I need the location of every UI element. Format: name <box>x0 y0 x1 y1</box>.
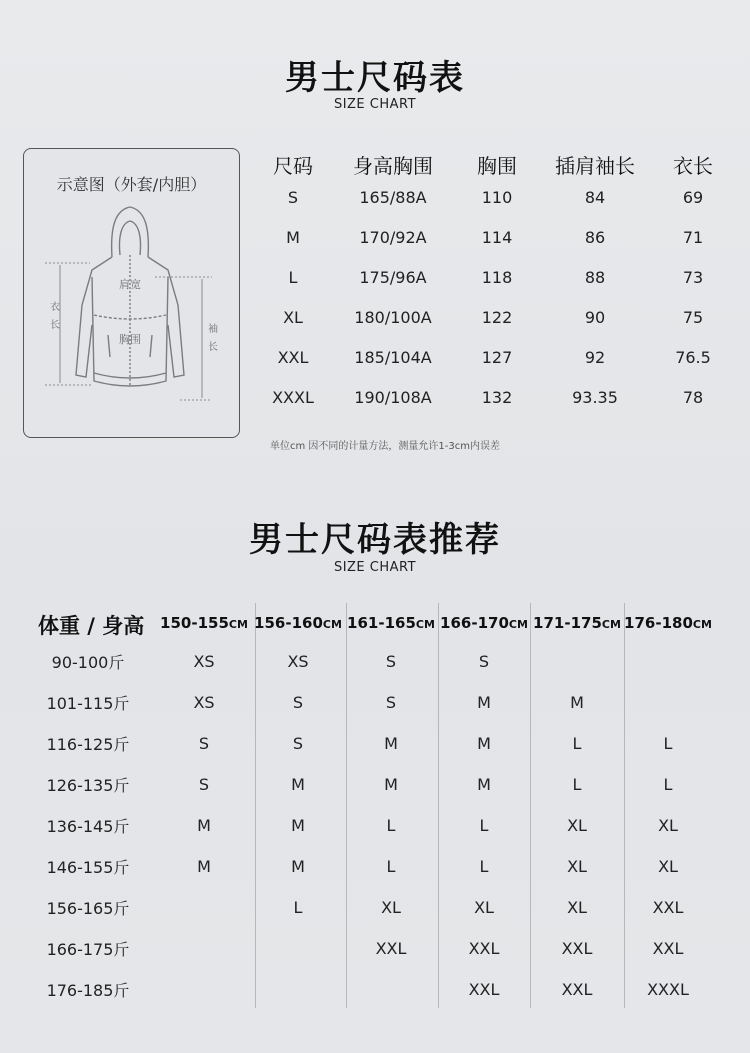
size-table-cell: L <box>288 268 298 287</box>
recommended-size-cell: M <box>570 693 584 712</box>
size-chart-subtitle: SIZE CHART <box>333 97 417 112</box>
size-table-cell: 127 <box>481 348 513 367</box>
recommended-size-cell: L <box>386 857 396 876</box>
size-table-cell: 132 <box>481 388 513 407</box>
recommended-size-cell: M <box>477 775 491 794</box>
header-length: 衣长 <box>673 154 713 178</box>
recommend-title: 男士尺码表推荐 <box>249 520 501 560</box>
recommended-size-cell: L <box>479 816 489 835</box>
recommended-size-cell: M <box>291 775 305 794</box>
size-table-cell: 175/96A <box>359 268 427 287</box>
recommended-size-cell: XS <box>193 693 215 712</box>
recommended-size-cell: L <box>572 734 582 753</box>
size-table-cell: XXXL <box>272 388 314 407</box>
size-table-cell: 92 <box>584 348 606 367</box>
recommended-size-cell: M <box>291 816 305 835</box>
recommended-size-cell: S <box>385 652 397 671</box>
recommended-size-cell: M <box>384 775 398 794</box>
header-chest: 胸围 <box>477 154 517 178</box>
height-column-header: 176-180CM <box>624 614 712 632</box>
column-divider <box>346 603 347 1008</box>
size-table-cell: 118 <box>481 268 513 287</box>
measurement-note: 单位cm 因不同的计量方法，测量允许1-3cm内误差 <box>270 441 500 452</box>
size-table-cell: 84 <box>584 188 606 207</box>
column-divider <box>530 603 531 1008</box>
recommended-size-cell: XL <box>474 898 494 917</box>
recommended-size-cell: XL <box>567 857 587 876</box>
size-chart-title: 男士尺码表 <box>285 58 465 98</box>
recommended-size-cell: XXL <box>561 939 593 958</box>
size-table-cell: 75 <box>682 308 704 327</box>
illustration-title: 示意图（外套/内胆） <box>56 175 207 194</box>
size-table-cell: 76.5 <box>675 348 711 367</box>
size-table-cell: M <box>286 228 300 247</box>
height-column-header: 171-175CM <box>533 614 621 632</box>
recommended-size-cell: S <box>198 734 210 753</box>
size-table-cell: 165/88A <box>359 188 427 207</box>
recommended-size-cell: L <box>572 775 582 794</box>
shoulder-label: 肩宽 <box>119 278 141 291</box>
recommended-size-cell: XS <box>287 652 309 671</box>
recommended-size-cell: XXL <box>468 939 500 958</box>
size-table-cell: 110 <box>481 188 513 207</box>
header-height-chest: 身高胸围 <box>353 154 433 178</box>
recommended-size-cell: L <box>663 734 673 753</box>
recommended-size-cell: XXXL <box>647 980 689 999</box>
recommended-size-cell: XL <box>658 857 678 876</box>
recommended-size-cell: XXL <box>468 980 500 999</box>
recommended-size-cell: S <box>478 652 490 671</box>
size-table-cell: 69 <box>682 188 704 207</box>
size-table-cell: 88 <box>584 268 606 287</box>
recommended-size-cell: S <box>385 693 397 712</box>
size-table-cell: 185/104A <box>354 348 432 367</box>
recommend-subtitle: SIZE CHART <box>333 560 417 575</box>
size-table-cell: 114 <box>481 228 513 247</box>
size-table-cell: 170/92A <box>359 228 427 247</box>
weight-row-label: 136-145斤 <box>46 817 130 836</box>
recommended-size-cell: XL <box>381 898 401 917</box>
weight-row-label: 126-135斤 <box>46 776 130 795</box>
column-divider <box>255 603 256 1008</box>
height-column-header: 166-170CM <box>440 614 528 632</box>
column-divider <box>624 603 625 1008</box>
recommended-size-cell: M <box>197 816 211 835</box>
weight-row-label: 156-165斤 <box>46 899 130 918</box>
weight-row-label: 101-115斤 <box>46 694 130 713</box>
recommended-size-cell: M <box>477 693 491 712</box>
recommended-size-cell: S <box>292 734 304 753</box>
recommended-size-cell: XL <box>658 816 678 835</box>
recommended-size-cell: L <box>386 816 396 835</box>
recommended-size-cell: L <box>663 775 673 794</box>
recommended-size-cell: L <box>479 857 489 876</box>
size-table-cell: 86 <box>584 228 606 247</box>
recommended-size-cell: M <box>477 734 491 753</box>
recommended-size-cell: XL <box>567 816 587 835</box>
size-table-cell: 93.35 <box>572 388 618 407</box>
recommended-size-cell: L <box>293 898 303 917</box>
sleeve-label-2: 长 <box>208 342 218 353</box>
chest-label: 胸围 <box>119 333 141 346</box>
recommended-size-cell: M <box>291 857 305 876</box>
recommended-size-cell: S <box>198 775 210 794</box>
size-table-cell: 190/108A <box>354 388 432 407</box>
recommended-size-cell: XXL <box>652 898 684 917</box>
sleeve-label-1: 袖 <box>208 324 218 335</box>
length-label-2: 长 <box>50 320 60 331</box>
recommend-corner-label: 体重 / 身高 <box>38 614 145 638</box>
height-column-header: 161-165CM <box>347 614 435 632</box>
size-table-cell: 90 <box>584 308 606 327</box>
weight-row-label: 176-185斤 <box>46 981 130 1000</box>
header-size: 尺码 <box>273 154 313 178</box>
recommended-size-cell: XXL <box>652 939 684 958</box>
recommended-size-cell: XL <box>567 898 587 917</box>
header-sleeve: 插肩袖长 <box>555 154 635 178</box>
weight-row-label: 146-155斤 <box>46 858 130 877</box>
height-column-header: 150-155CM <box>160 614 248 632</box>
weight-row-label: 166-175斤 <box>46 940 130 959</box>
height-column-header: 156-160CM <box>254 614 342 632</box>
column-divider <box>438 603 439 1008</box>
weight-row-label: 116-125斤 <box>46 735 130 754</box>
recommended-size-cell: XXL <box>561 980 593 999</box>
recommended-size-cell: XXL <box>375 939 407 958</box>
size-table-cell: XL <box>283 308 303 327</box>
weight-row-label: 90-100斤 <box>51 653 125 672</box>
recommended-size-cell: M <box>197 857 211 876</box>
size-table-cell: S <box>287 188 299 207</box>
size-table-cell: 78 <box>682 388 704 407</box>
recommended-size-cell: XS <box>193 652 215 671</box>
size-table-cell: 122 <box>481 308 513 327</box>
size-table-cell: XXL <box>277 348 309 367</box>
size-table-cell: 180/100A <box>354 308 432 327</box>
size-table-cell: 71 <box>682 228 704 247</box>
recommended-size-cell: M <box>384 734 398 753</box>
jacket-diagram <box>30 195 230 405</box>
length-label-1: 衣 <box>50 302 60 313</box>
size-table-cell: 73 <box>682 268 704 287</box>
recommended-size-cell: S <box>292 693 304 712</box>
